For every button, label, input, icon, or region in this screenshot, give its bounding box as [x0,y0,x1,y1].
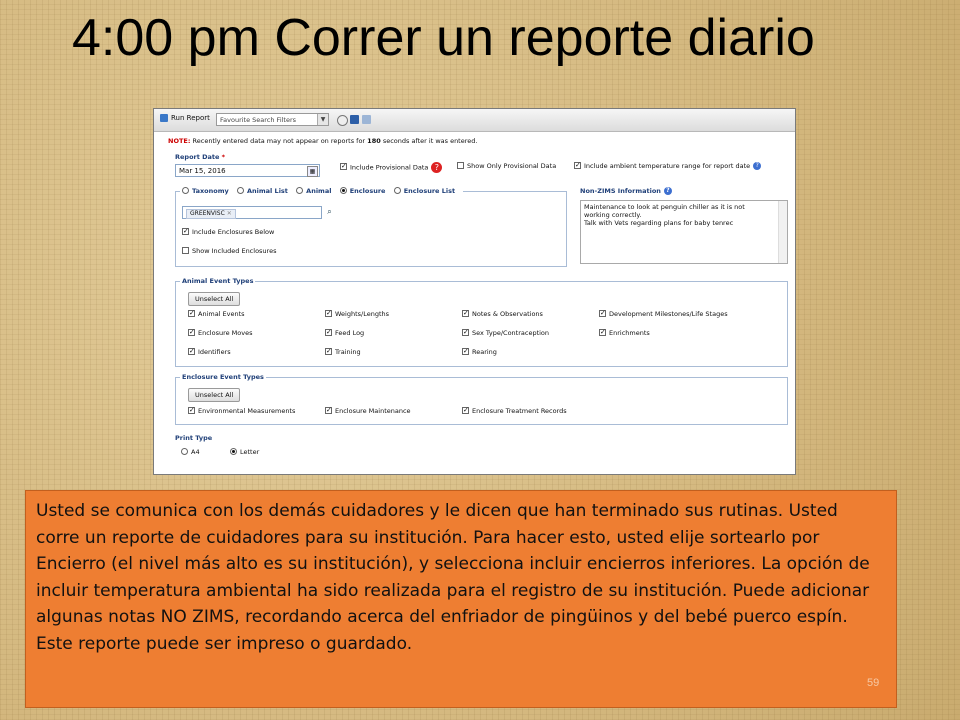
run-report-icon [160,114,168,122]
caption-box [25,490,897,708]
scope-option-label: Enclosure [349,187,386,195]
animal-event-option[interactable] [188,310,245,318]
help-icon[interactable]: ? [753,162,761,170]
enclosure-event-option[interactable] [188,407,295,415]
scope-option-animal-list[interactable] [237,187,288,195]
notes-scrollbar[interactable] [778,201,787,263]
event-checkbox[interactable] [188,348,195,355]
animal-event-option[interactable] [462,348,497,356]
slide-title: 4:00 pm Correr un reporte diario [72,9,815,67]
run-report-label: Run Report [171,114,210,122]
event-checkbox[interactable] [325,329,332,336]
chevron-down-icon[interactable]: ▼ [317,114,328,125]
scope-radio-group [180,187,463,195]
print-type-letter[interactable] [230,448,259,456]
data-delay-note [168,137,477,145]
animal-event-option[interactable] [325,310,389,318]
event-label: Identifiers [198,348,231,356]
notes-line: Maintenance to look at penguin chiller as it is not [584,203,745,211]
event-label: Enrichments [609,329,650,337]
notes-line: working correctly. [584,211,642,219]
event-label: Weights/Lengths [335,310,390,318]
report-toolbar [154,109,795,132]
event-checkbox[interactable] [599,329,606,336]
enclosure-event-types-legend: Enclosure Event Types [182,373,264,381]
include-enclosures-below-option[interactable] [182,228,274,236]
notes-line: Talk with Vets regarding plans for baby tenrec [584,219,734,227]
animal-event-types-legend: Animal Event Types [182,277,254,285]
help-icon[interactable]: ? [431,162,442,173]
caption-text: Usted se comunica con los demás cuidadores y le dicen que han terminado sus rutinas. Usted corre un reporte de cuidadores para su institución. Para hacer esto, usted elije sortearlo por Encierro (el nivel más alto es su institución), y selecciona incluir encierros inferiores. La opción de incluir temperatura ambiental ha sido realizada para el registro de su institución. Puede adicionar algunas notas NO ZIMS, recordando acerca del enfriador de pingüinos y del bebé puerco espín. Este reporte puede ser impreso o guardado. [36,501,870,654]
event-label: Enclosure Moves [198,329,253,337]
settings-icon[interactable] [337,115,348,126]
event-checkbox[interactable] [599,310,606,317]
scope-radio[interactable] [237,187,244,194]
scope-option-label: Enclosure List [403,187,456,195]
event-label: Enclosure Maintenance [335,407,411,415]
event-checkbox[interactable] [325,407,332,414]
search-icon[interactable]: ⌕ [327,207,332,216]
note-seconds: 180 [367,137,381,145]
show-only-provisional-checkbox[interactable] [457,162,464,169]
event-label: Environmental Measurements [198,407,296,415]
include-ambient-option[interactable] [574,162,761,170]
include-ambient-label: Include ambient temperature range for report date [584,162,751,170]
favourite-filters-select[interactable] [216,113,329,126]
non-zims-label [580,187,672,195]
animal-event-option[interactable] [325,329,364,337]
print-type-option-label: Letter [240,448,260,456]
event-label: Rearing [472,348,497,356]
animal-event-option[interactable] [599,329,650,337]
enclosure-event-types-fieldset [175,373,788,425]
event-label: Enclosure Treatment Records [472,407,567,415]
event-checkbox[interactable] [188,407,195,414]
non-zims-label-text: Non-ZIMS Information [580,187,661,195]
print-type-option-label: A4 [191,448,200,456]
enclosure-event-option[interactable] [325,407,411,415]
scope-option-enclosure-list[interactable] [394,187,455,195]
include-ambient-checkbox[interactable] [574,162,581,169]
scope-option-enclosure[interactable] [340,187,386,195]
report-date-input[interactable] [175,164,320,177]
enclosure-tag[interactable] [186,209,236,219]
scope-radio[interactable] [394,187,401,194]
enclosure-event-option[interactable] [462,407,567,415]
scope-option-label: Taxonomy [192,187,229,195]
include-provisional-checkbox[interactable] [340,163,347,170]
show-only-provisional-label: Show Only Provisional Data [467,162,557,170]
event-label: Notes & Observations [472,310,543,318]
scope-fieldset [175,187,567,267]
event-checkbox[interactable] [188,310,195,317]
animal-event-option[interactable] [325,348,361,356]
report-date-label [175,153,225,161]
report-screenshot [153,108,796,475]
event-label: Feed Log [335,329,365,337]
event-checkbox[interactable] [462,329,469,336]
print-type-a4[interactable] [181,448,200,456]
note-text-end: seconds after it was entered. [380,137,478,145]
event-label: Sex Type/Contraception [472,329,550,337]
show-included-enclosures-label: Show Included Enclosures [192,247,277,255]
required-mark: * [221,153,226,161]
animal-event-option[interactable] [188,329,253,337]
event-checkbox[interactable] [462,407,469,414]
include-provisional-option[interactable] [340,162,442,173]
animal-event-types-fieldset [175,277,788,367]
event-checkbox[interactable] [462,348,469,355]
event-checkbox[interactable] [325,348,332,355]
include-enclosures-below-label: Include Enclosures Below [192,228,275,236]
note-prefix: NOTE: [168,137,191,145]
unselect-all-enclosure-button[interactable]: Unselect All [188,388,240,402]
show-included-enclosures-option[interactable] [182,247,276,255]
animal-event-option[interactable] [599,310,728,318]
scope-option-label: Animal [306,187,332,195]
include-provisional-label: Include Provisional Data [350,163,429,172]
note-text: Recently entered data may not appear on reports for [190,137,368,145]
save-icon[interactable] [350,115,359,124]
run-report-button[interactable] [160,114,210,122]
event-checkbox[interactable] [188,329,195,336]
event-label: Development Milestones/Life Stages [609,310,728,318]
event-label: Training [335,348,361,356]
favourite-filters-placeholder: Favourite Search Filters [220,116,297,124]
enclosure-tag-input[interactable] [182,206,322,219]
print-type-radio[interactable] [230,448,237,455]
scope-option-animal[interactable] [296,187,331,195]
report-date-value: Mar 15, 2016 [179,167,226,175]
animal-event-option[interactable] [188,348,231,356]
animal-event-option[interactable] [462,310,543,318]
include-enclosures-below-checkbox[interactable] [182,228,189,235]
save-as-icon[interactable] [362,115,371,124]
event-checkbox[interactable] [325,310,332,317]
print-type-radio[interactable] [181,448,188,455]
help-icon[interactable]: ? [664,187,672,195]
non-zims-textarea[interactable] [580,200,788,264]
show-included-enclosures-checkbox[interactable] [182,247,189,254]
unselect-all-animal-button[interactable]: Unselect All [188,292,240,306]
page-number: 59 [867,677,880,689]
print-type-label: Print Type [175,434,213,442]
show-only-provisional-option[interactable] [457,162,556,170]
event-checkbox[interactable] [462,310,469,317]
scope-radio[interactable] [182,187,189,194]
scope-radio[interactable] [296,187,303,194]
remove-tag-icon[interactable]: ✕ [226,210,232,217]
enclosure-tag-label: GREENVISC [190,210,225,217]
calendar-icon[interactable]: ▦ [307,166,318,177]
scope-option-taxonomy[interactable] [182,187,229,195]
scope-option-label: Animal List [247,187,288,195]
animal-event-option[interactable] [462,329,549,337]
event-label: Animal Events [198,310,245,318]
scope-radio[interactable] [340,187,347,194]
report-date-label-text: Report Date [175,153,220,161]
